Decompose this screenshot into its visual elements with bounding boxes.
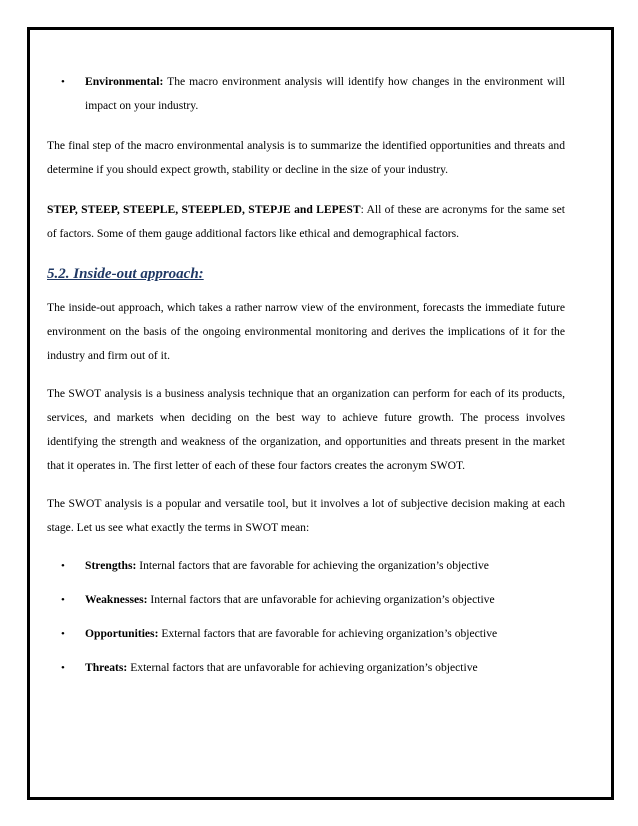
swot-label-weaknesses: Weaknesses: — [85, 593, 148, 606]
bullet-icon: • — [61, 76, 65, 88]
paragraph-swot-definition: The SWOT analysis is a business analysis technique that an organization can perform for each of its products, services, and markets when deciding on the best way to achieve future growth. The process involves identifying the strength and weakness of the organization, and opportunities and threats present in the market that it operates in. The first letter of each of these four factors creates the acronym SWOT. — [47, 387, 565, 472]
list-item — [47, 622, 565, 646]
swot-label-threats: Threats: — [85, 661, 128, 674]
document-body — [47, 70, 565, 690]
acronyms-label: STEP, STEEP, STEEPLE, STEEPLED, STEPJE and LEPEST — [47, 203, 361, 216]
swot-text-opportunities: External factors that are favorable for achieving organization’s objective — [158, 627, 498, 640]
bullet-icon: • — [61, 594, 65, 606]
acronyms-text: : All of these are acronyms for the same set of factors. Some of them gauge additional factors like ethical and demographical factors. — [47, 203, 565, 240]
swot-bullet-list — [47, 554, 565, 680]
swot-text-threats: External factors that are unfavorable for achieving organization’s objective — [127, 661, 478, 674]
bullet-icon: • — [61, 560, 65, 572]
bullet-icon: • — [61, 628, 65, 640]
paragraph-inside-out: The inside-out approach, which takes a rather narrow view of the environment, forecasts the immediate future environment on the basis of the ongoing environmental monitoring and derives the implications of it for the industry and firm out of it. — [47, 301, 565, 362]
paragraph-final-step: The final step of the macro environmental analysis is to summarize the identified opportunities and threats and determine if you should expect growth, stability or decline in the size of your industry. — [47, 139, 565, 176]
list-item — [47, 70, 565, 118]
swot-label-strengths: Strengths: — [85, 559, 137, 572]
paragraph-swot-tool: The SWOT analysis is a popular and versatile tool, but it involves a lot of subjective decision making at each stage. Let us see what exactly the terms in SWOT mean: — [47, 497, 565, 534]
bullet-label: Environmental: — [85, 75, 164, 88]
bullet-text: The macro environment analysis will identify how changes in the environment will impact on your industry. — [85, 75, 565, 112]
section-heading: 5.2. Inside-out approach: — [47, 266, 204, 282]
bullet-icon: • — [61, 662, 65, 674]
environmental-bullet-list — [47, 70, 565, 118]
swot-text-weaknesses: Internal factors that are unfavorable for achieving organization’s objective — [147, 593, 495, 606]
list-item — [47, 554, 565, 578]
swot-text-strengths: Internal factors that are favorable for achieving the organization’s objective — [136, 559, 489, 572]
list-item — [47, 588, 565, 612]
list-item — [47, 656, 565, 680]
swot-label-opportunities: Opportunities: — [85, 627, 159, 640]
paragraph-acronyms — [47, 198, 565, 246]
